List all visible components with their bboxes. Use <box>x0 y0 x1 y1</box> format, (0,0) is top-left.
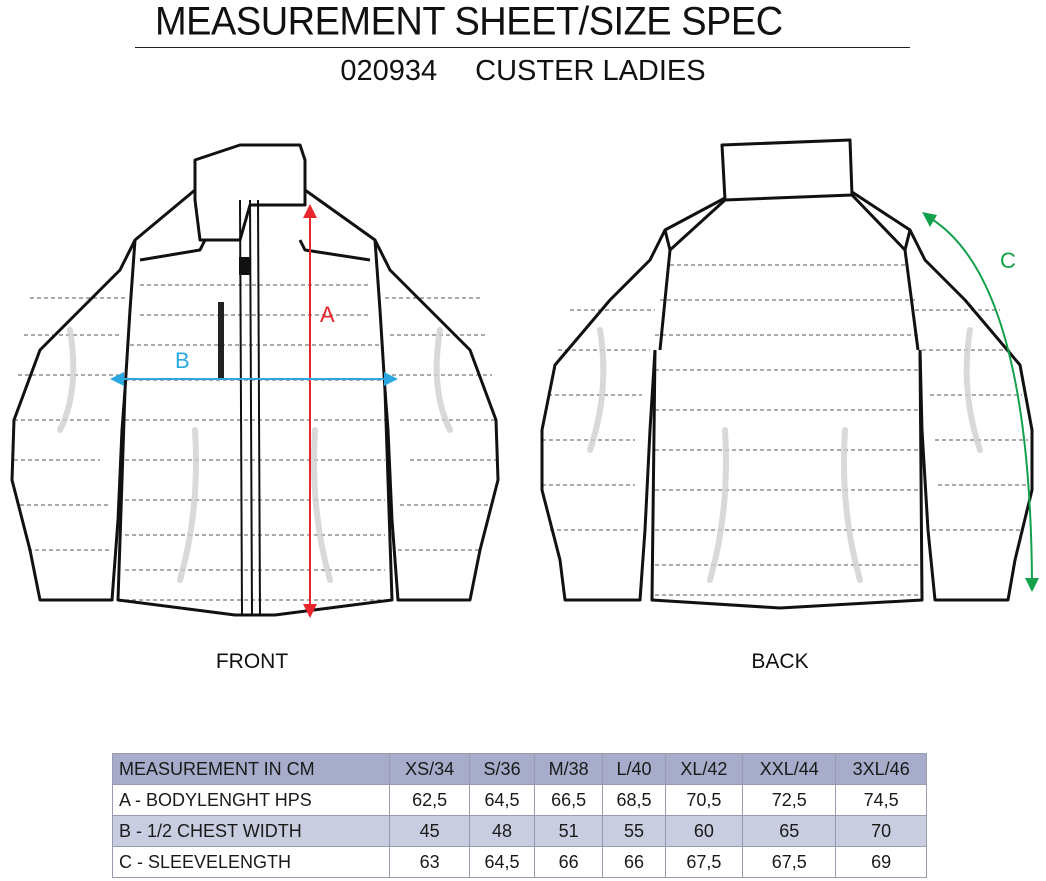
cell-value: 48 <box>470 816 535 847</box>
chest-pocket-zip <box>218 302 224 378</box>
row-label: C - SLEEVELENGTH <box>113 847 390 878</box>
header-size: XXL/44 <box>743 754 836 785</box>
cell-value: 64,5 <box>470 847 535 878</box>
back-outline <box>542 140 1032 608</box>
cell-value: 45 <box>390 816 470 847</box>
cell-value: 66,5 <box>534 785 603 816</box>
header-size: XL/42 <box>665 754 743 785</box>
cell-value: 60 <box>665 816 743 847</box>
row-label: A - BODYLENGHT HPS <box>113 785 390 816</box>
marker-c: C <box>1000 248 1016 273</box>
header-size: XS/34 <box>390 754 470 785</box>
front-caption: FRONT <box>215 650 289 673</box>
table-row <box>113 816 927 847</box>
cell-value: 65 <box>743 816 836 847</box>
cell-value: 63 <box>390 847 470 878</box>
front-zipper <box>240 200 260 615</box>
size-spec-table <box>112 753 927 878</box>
cell-value: 74,5 <box>836 785 927 816</box>
front-quilt-lines <box>14 285 496 600</box>
table-row <box>113 785 927 816</box>
cell-value: 66 <box>603 847 665 878</box>
table-row <box>113 847 927 878</box>
cell-value: 55 <box>603 816 665 847</box>
cell-value: 67,5 <box>665 847 743 878</box>
header-size: 3XL/46 <box>836 754 927 785</box>
cell-value: 70,5 <box>665 785 743 816</box>
back-caption: BACK <box>751 650 809 673</box>
cell-value: 51 <box>534 816 603 847</box>
cell-value: 72,5 <box>743 785 836 816</box>
title-divider <box>135 47 910 48</box>
back-jacket-drawing <box>530 130 1046 630</box>
header-size: M/38 <box>534 754 603 785</box>
header-size: L/40 <box>603 754 665 785</box>
marker-a: A <box>320 302 335 327</box>
front-jacket-drawing <box>0 130 510 630</box>
article-code: 020934 <box>340 55 438 87</box>
cell-value: 66 <box>534 847 603 878</box>
arrow-a-body-length <box>303 204 335 618</box>
page-title: MEASUREMENT SHEET/SIZE SPEC <box>155 0 783 45</box>
product-subtitle <box>0 52 1046 90</box>
product-name: CUSTER LADIES <box>475 55 706 87</box>
cell-value: 69 <box>836 847 927 878</box>
header-measurement: MEASUREMENT IN CM <box>113 754 390 785</box>
row-label: B - 1/2 CHEST WIDTH <box>113 816 390 847</box>
cell-value: 62,5 <box>390 785 470 816</box>
header-size: S/36 <box>470 754 535 785</box>
cell-value: 67,5 <box>743 847 836 878</box>
cell-value: 68,5 <box>603 785 665 816</box>
cell-value: 64,5 <box>470 785 535 816</box>
marker-b: B <box>175 348 190 373</box>
back-quilt-lines <box>542 265 1028 595</box>
table-header-row <box>113 754 927 785</box>
cell-value: 70 <box>836 816 927 847</box>
